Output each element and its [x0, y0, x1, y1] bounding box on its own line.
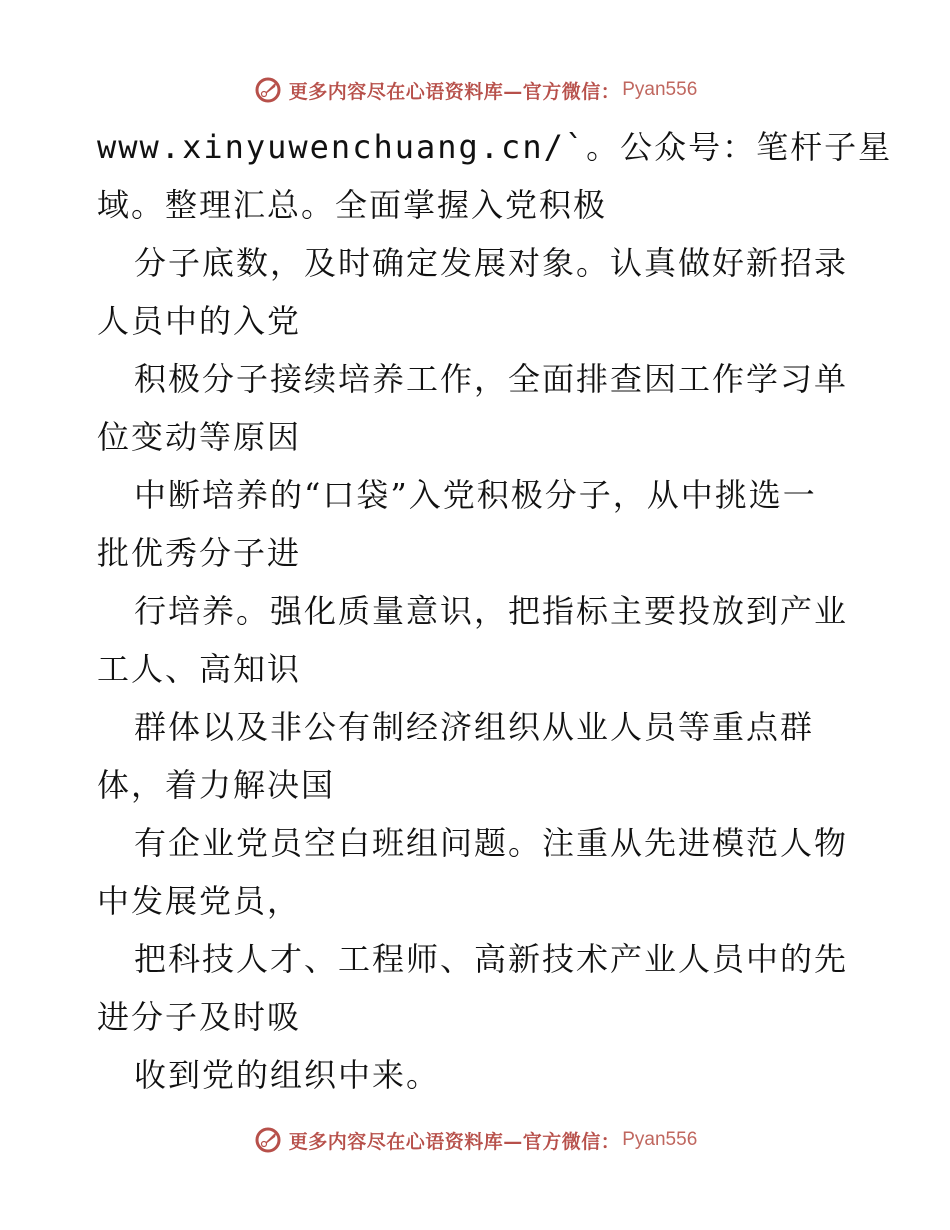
- banner-wechat-id: Pyan556: [622, 79, 698, 100]
- body-line: 中断培养的“口袋”入党积极分子，从中挑选一: [134, 476, 817, 514]
- body-line: 把科技人才、工程师、高新技术产业人员中的先: [134, 940, 849, 978]
- body-line: 批优秀分子进: [97, 534, 302, 572]
- body-line: 中发展党员，: [97, 882, 302, 920]
- banner-text: 更多内容尽在心语资料库—官方微信：: [288, 80, 621, 103]
- body-line: 收到党的组织中来。: [134, 1056, 441, 1094]
- body-line: 工人、高知识: [97, 650, 302, 688]
- body-line: www.xinyuwenchuang.cn/`。公众号：笔杆子星: [97, 128, 893, 166]
- quill-circle-icon: [253, 1125, 283, 1155]
- body-line: 群体以及非公有制经济组织从业人员等重点群: [134, 708, 815, 746]
- banner-text: 更多内容尽在心语资料库—官方微信：: [288, 1130, 621, 1153]
- quill-circle-icon: [253, 75, 283, 105]
- body-line: 积极分子接续培养工作，全面排查因工作学习单: [134, 360, 849, 398]
- header-banner: [0, 70, 950, 110]
- body-line: 进分子及时吸: [97, 998, 302, 1036]
- footer-banner: [0, 1120, 950, 1160]
- body-line: 体，着力解决国: [97, 766, 336, 804]
- banner-wechat-id: Pyan556: [622, 1129, 698, 1150]
- body-line: 人员中的入党: [97, 302, 302, 340]
- body-line: 行培养。强化质量意识，把指标主要投放到产业: [134, 592, 849, 630]
- document-body: [97, 118, 893, 1104]
- body-line: 域。整理汇总。全面掌握入党积极: [97, 186, 608, 224]
- body-line: 有企业党员空白班组问题。注重从先进模范人物: [134, 824, 849, 862]
- body-line: 位变动等原因: [97, 418, 302, 456]
- body-line: 分子底数，及时确定发展对象。认真做好新招录: [134, 244, 849, 282]
